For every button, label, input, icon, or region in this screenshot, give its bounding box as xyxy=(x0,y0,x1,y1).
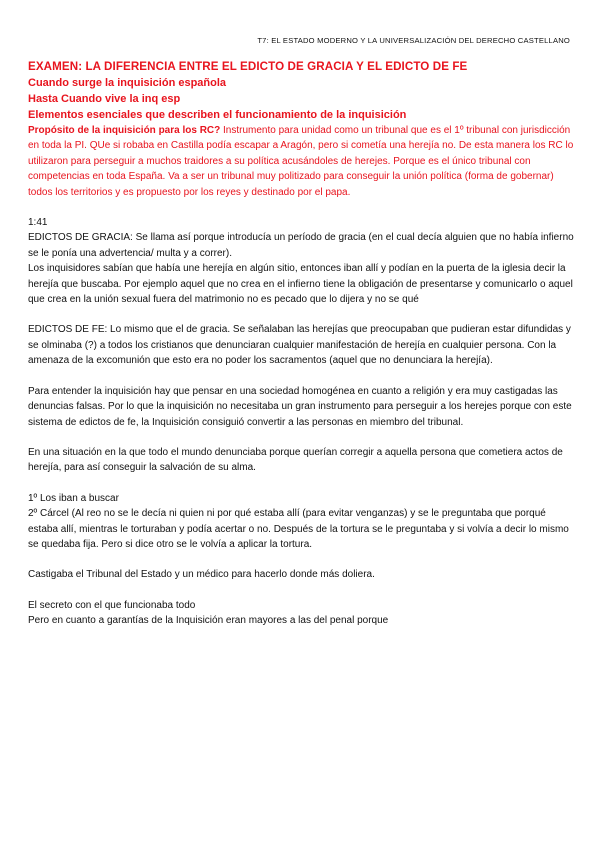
paragraph-garantias: Pero en cuanto a garantías de la Inquisición eran mayores a las del penal porque xyxy=(28,615,389,627)
exam-question-1: Cuando surge la inquisición española xyxy=(28,77,227,89)
document-content xyxy=(28,59,576,629)
paragraph-secreto: El secreto con el que funcionaba todo xyxy=(28,599,196,611)
exam-question-2: Hasta Cuando vive la inq esp xyxy=(28,93,181,105)
step-1: 1º Los iban a buscar xyxy=(28,492,119,504)
page-header: T7: EL ESTADO MODERNO Y LA UNIVERSALIZACIÓN DEL DERECHO CASTELLANO xyxy=(257,36,570,45)
paragraph-edictos-gracia: EDICTOS DE GRACIA: Se llama así porque introducía un período de gracia (en el cual decía alguien que no había infierno se le ponía una advertencia/ multa y a correr). xyxy=(28,232,574,259)
paragraph-inquisicion: Para entender la inquisición hay que pensar en una sociedad homogénea en cuanto a religión y era muy castigadas las denuncias falsas. Por lo que la inquisición no necesitaba un gran instrumento para perseguir a los herejes porque con este sistema de edictos de fe, la Inquisición consiguió convertir a las personas en miembro del tribunal. xyxy=(28,385,572,428)
exam-question-4-answer: Instrumento para unidad como un tribunal que es el 1º tribunal con jurisdicción en toda la PI. QUe si robaba en Castilla podía escapar a Aragón, pero si cometía una herejía no. De esta manera los RC lo utilizaron para perseguir a muchos traidores a su política acusándoles de herejes. Porque es el único tribunal con competencias en toda España. Va a ser un tribunal muy politizado para conseguir la unión política (forma de gobernar) todos los territorios y es propuesto por los reyes y destinado por el papa. xyxy=(28,125,574,198)
exam-title: EXAMEN: LA DIFERENCIA ENTRE EL EDICTO DE GRACIA Y EL EDICTO DE FE xyxy=(28,60,468,73)
exam-question-3: Elementos esenciales que describen el funcionamiento de la inquisición xyxy=(28,109,407,121)
exam-question-4-label: Propósito de la inquisición para los RC? xyxy=(28,125,221,136)
paragraph-inquisidores: Los inquisidores sabían que había une herejía en algún sitio, entonces iban allí y podían en la puerta de la iglesia decir la herejía que buscaba. Por ejemplo aquel que no crea en el infierno tiene la obligación de presentarse y comunicarlo o aquel que crea en la unión sexual fuera del matrimonio no es pecado que lo dijera y no se qué xyxy=(28,263,573,306)
paragraph-situacion: En una situación en la que todo el mundo denunciaba porque querían corregir a aquella persona que cometiera actos de herejía, para así conseguir la salvación de su alma. xyxy=(28,446,563,474)
step-2: 2º Cárcel (Al reo no se le decía ni quien ni por qué estaba allí (para evitar venganzas) y se le preguntaba que porqué estaba allí, mientras le torturaban y podía acertar o no. Después de la tortura se le preguntaba y si volvía a decir lo mismo se quedaba fija. Pero si dice otro se le volvía a aplicar la tortura. xyxy=(28,508,569,550)
paragraph-edictos-fe: EDICTOS DE FE: Lo mismo que el de gracia. Se señalaban las herejías que preocupaban que pudieran estar difundidas y se olminaba (?) a todos los cristianos que denunciaran cualquier manifestación de herejía en cualquier persona. Con la amenaza de la excomunión que esto era no poder los sacramentos (aquel que no denunciara la herejía). xyxy=(28,324,571,367)
paragraph-castigo: Castigaba el Tribunal del Estado y un médico para hacerlo donde más doliera. xyxy=(28,569,375,581)
timestamp: 1:41 xyxy=(28,217,48,229)
exam-question-4 xyxy=(28,123,576,200)
